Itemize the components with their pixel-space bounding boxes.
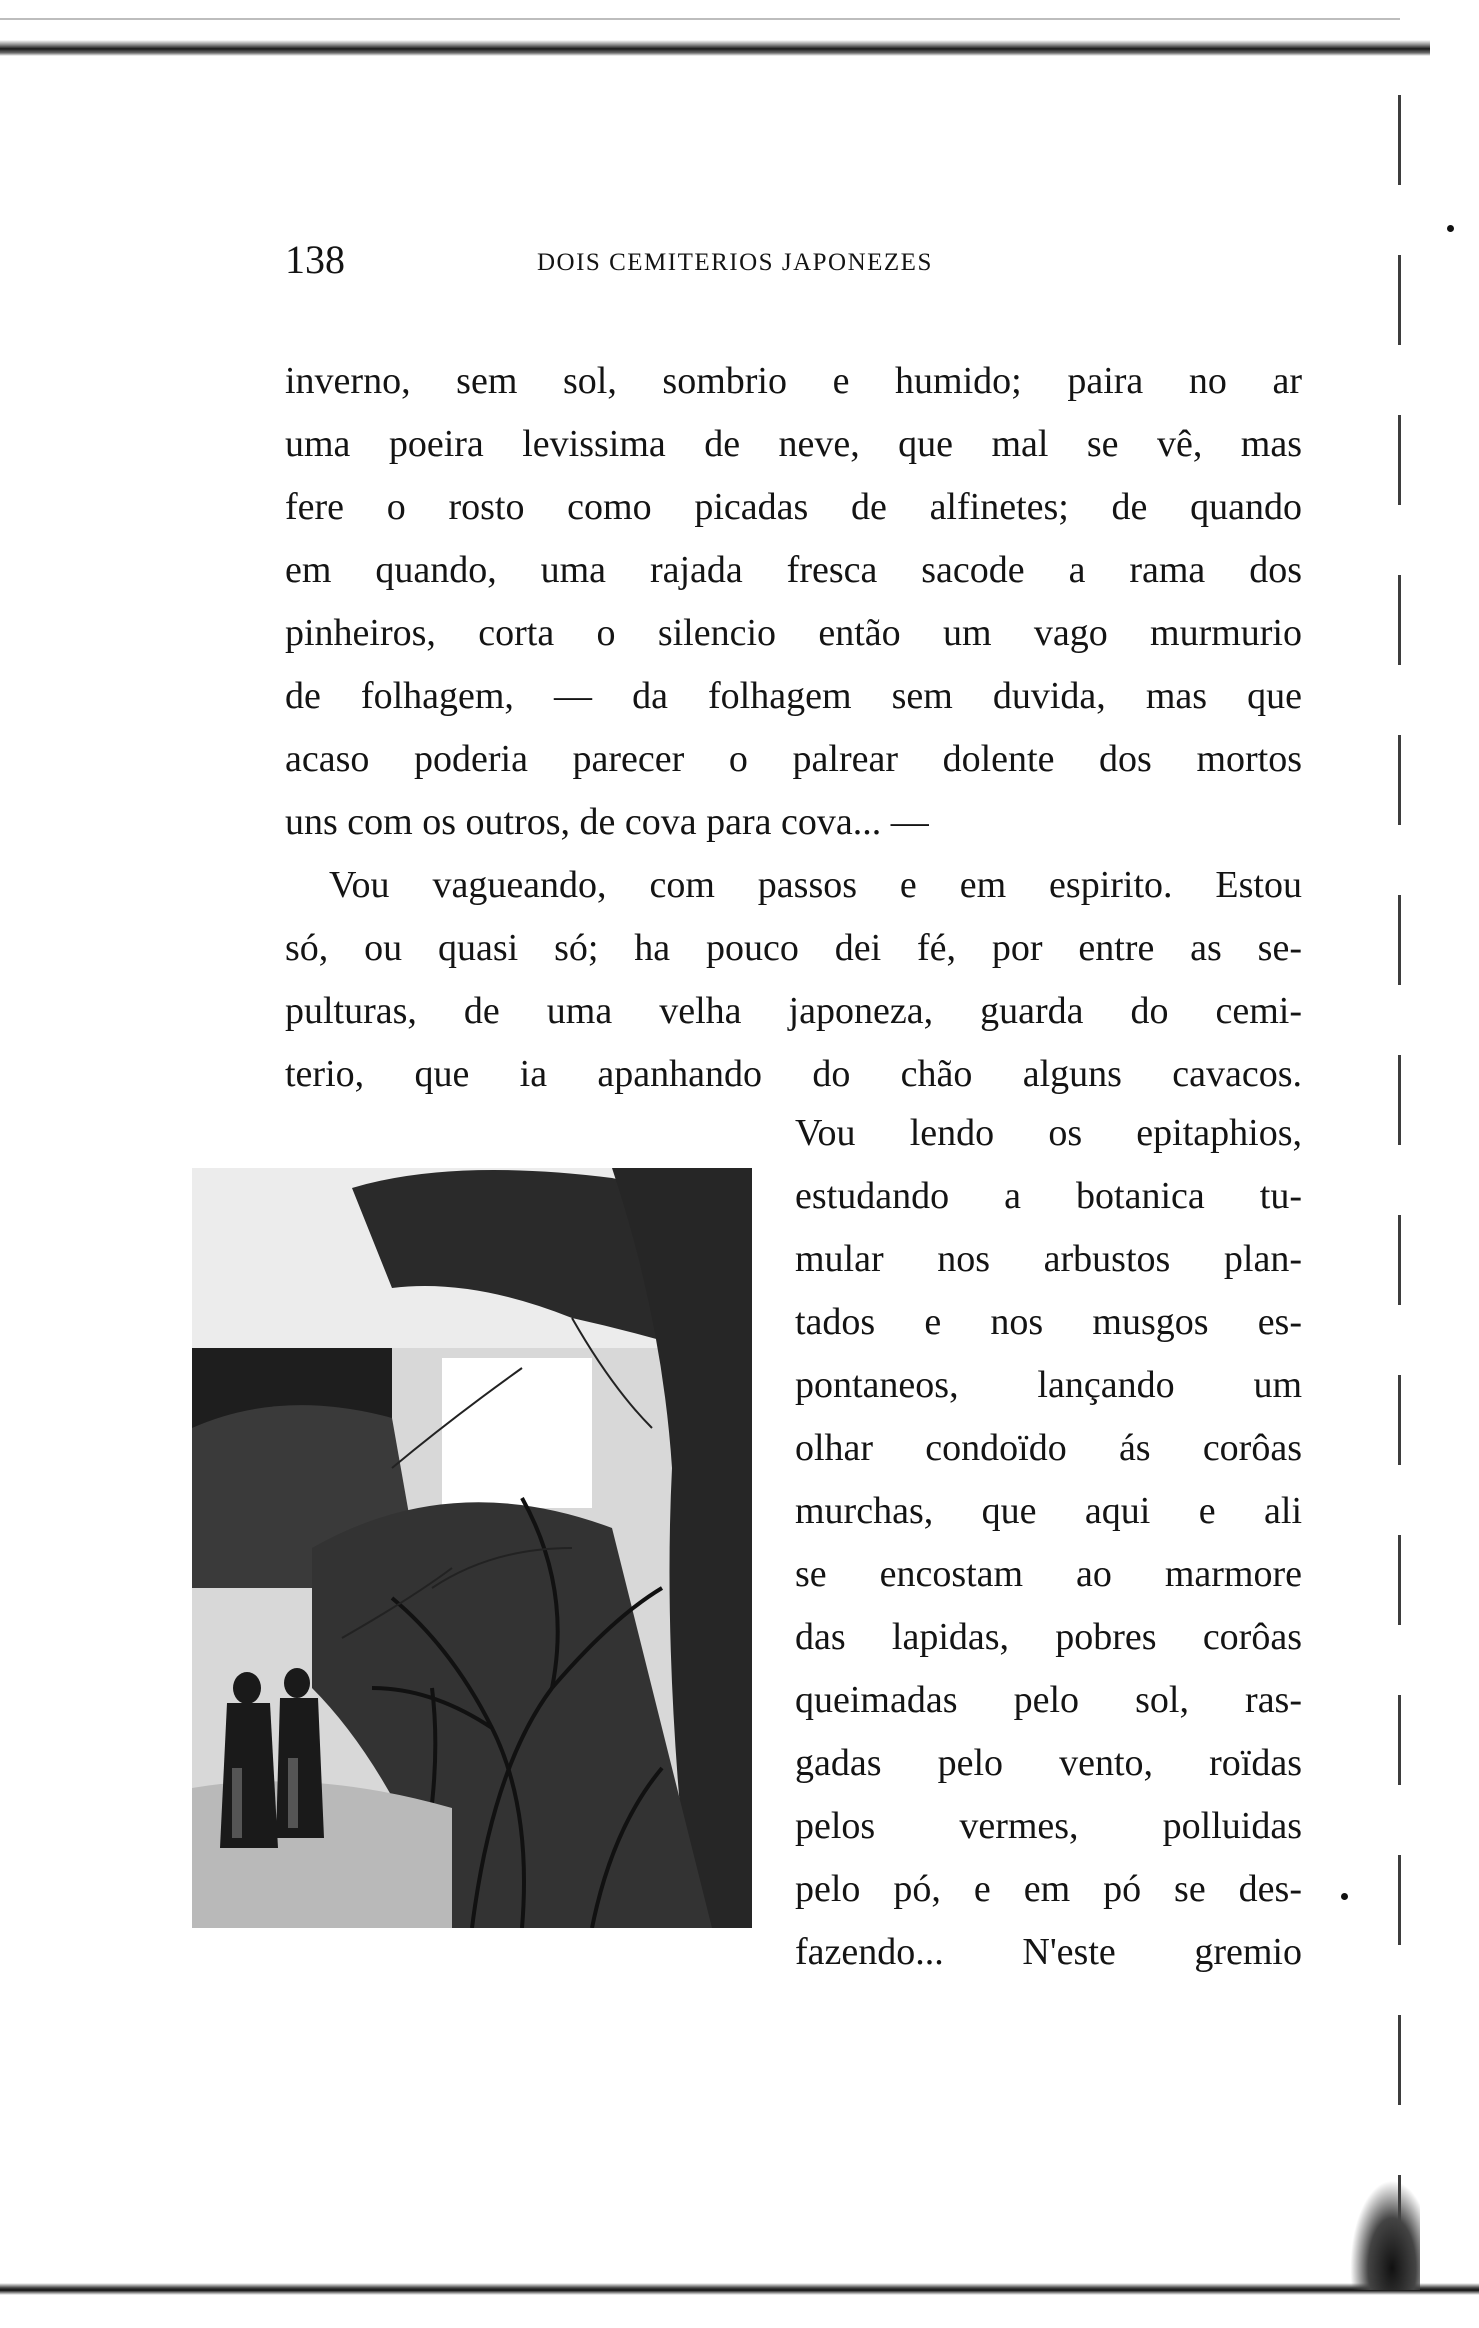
running-title: DOIS CEMITERIOS JAPONEZES xyxy=(537,249,933,276)
cemetery-photograph xyxy=(192,1168,752,1928)
text-line: tados e nos musgos es- xyxy=(795,1301,1302,1343)
narrow-column-text xyxy=(795,1102,1302,1984)
text-line: pontaneos, lançando um xyxy=(795,1364,1302,1406)
text-line: Vou lendo os epitaphios, xyxy=(795,1112,1302,1154)
text-line: uma poeira levissima de neve, que mal se vê, mas xyxy=(285,423,1302,465)
scan-ink-blot xyxy=(1350,2180,1420,2290)
text-line: acaso poderia parecer o palrear dolente dos mortos xyxy=(285,738,1302,780)
text-line: olhar condoïdo ás corôas xyxy=(795,1427,1302,1469)
text-line: pelo pó, e em pó se des- xyxy=(795,1868,1302,1910)
scan-edge-line xyxy=(0,18,1400,20)
page-number: 138 xyxy=(285,237,345,282)
text-line: Vou vagueando, com passos e em espirito. Estou xyxy=(329,864,1302,906)
text-line: pelos vermes, polluidas xyxy=(795,1805,1302,1847)
text-line: murchas, que aqui e ali xyxy=(795,1490,1302,1532)
running-head xyxy=(285,230,1302,290)
text-line: estudando a botanica tu- xyxy=(795,1175,1302,1217)
text-line: fazendo... N'este gremio xyxy=(795,1931,1302,1973)
text-line: se encostam ao marmore xyxy=(795,1553,1302,1595)
scan-speck xyxy=(1341,1893,1348,1900)
scan-bottom-border xyxy=(0,2283,1479,2295)
text-line: queimadas pelo sol, ras- xyxy=(795,1679,1302,1721)
photo-illustration xyxy=(192,1168,752,1928)
text-line: das lapidas, pobres corôas xyxy=(795,1616,1302,1658)
text-line: em quando, uma rajada fresca sacode a rama dos xyxy=(285,549,1302,591)
text-line: mular nos arbustos plan- xyxy=(795,1238,1302,1280)
scan-speck xyxy=(1447,225,1454,232)
scan-top-border xyxy=(0,40,1430,56)
text-line: uns com os outros, de cova para cova... — xyxy=(285,801,929,843)
body-text xyxy=(285,350,1302,1106)
text-line: fere o rosto como picadas de alfinetes; de quando xyxy=(285,486,1302,528)
text-line: gadas pelo vento, roïdas xyxy=(795,1742,1302,1784)
text-line: pinheiros, corta o silencio então um vago murmurio xyxy=(285,612,1302,654)
text-line: terio, que ia apanhando do chão alguns cavacos. xyxy=(285,1053,1302,1095)
text-line: pulturas, de uma velha japoneza, guarda do cemi- xyxy=(285,990,1302,1032)
text-line: inverno, sem sol, sombrio e humido; paira no ar xyxy=(285,360,1302,402)
scan-right-border xyxy=(1398,95,1401,2295)
text-line: só, ou quasi só; ha pouco dei fé, por entre as se- xyxy=(285,927,1302,969)
text-line: de folhagem, — da folhagem sem duvida, mas que xyxy=(285,675,1302,717)
